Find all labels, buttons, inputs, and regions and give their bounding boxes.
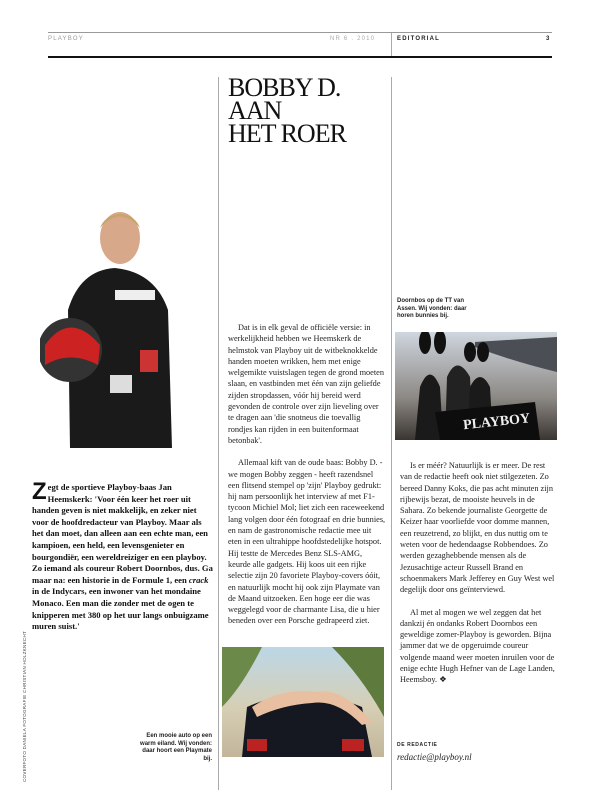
page-number: 3 bbox=[546, 36, 551, 42]
lead-paragraph: Zegt de sportieve Playboy-baas Jan Heemskerk: 'Voor één keer het roer uit handen geven is niet makkelijk, en zeker niet voor de hoofdredacteur van Playboy. Maar als het dan moet, dan alleen aan een echte man, een kampioen, een held, een levensgenieter en bourgondiër, een wereldreiziger en een playboy. Zo iemand als coureur Robert Doornbos, dus. Ga maar na: een historie in de Formule 1, een crack in de Indycars, een inwoner van het mondaine Monaco. Een man die zonder met de ogen te knipperen met 380 op het uur langs onbuigzame muren suist.' bbox=[32, 478, 213, 632]
header-divider bbox=[391, 33, 392, 56]
column-divider-right bbox=[391, 77, 392, 790]
middle-column: Dat is in elk geval de officiële versie: in werkelijkheid hebben we Heemskerk de helmstok van Playboy uit de witbeknokkelde handen moeten wrikken, hem met enige welgemikte vuistslagen tegen de grond moeten slaan, en vastbinden met één van zijn geliefde zijden stropdassen, vóór hij bereid werd gevonden de controle over zijn lieveling over te dragen aan 'die snotneus die toevallig rondjes kan rijden in een buitenformaat betonbak'. Allemaal kift van de oude baas: Bobby D. - we mogen Bobby zeggen - heeft razendsnel een flitsend stempel op 'zijn' Playboy gedrukt: hij nam persoonlijk het interview af met F1-tycoon Michiel Mol; liet zich een raceweekend lang volgen door één fotograaf en drie bunnies, en nam de gastronomische redactie mee uit eten in een ultrahippe hoofdstedelijke hotspot. Hij testte de Mercedes Benz SLS-AMG, keurde alle gadgets. Hij koos uit een rijke selectie zijn 20 favoriete Playboy-covers óóit, en natuurlijk mocht hij ook zijn Playmate van de Maand uitzoeken. Een hoge eer die was weggelegd voor de charmante Lisa, die u hier beneden over een Porsche gedrapeerd ziet. bbox=[228, 323, 386, 626]
magazine-name: PLAYBOY bbox=[48, 36, 84, 42]
signoff-label: DE REDACTIE bbox=[397, 742, 438, 748]
right-column: Is er méér? Natuurlijk is er meer. De rest van de redactie heeft ook niet stilgezeten. Zo bereed Danny Koks, die pas acht minuten zijn rijbewijs bezat, de mooiste heuvels in de Sahara. Zo bekende journaliste Georgette de Keizer haar voorliefde voor domme mannen, een reuzetrend, zo blijkt, en dus nuttig om te weten voor de hedendaagse Robbendoes. Zo werden gezaghebbende mensen als de Jezusachtige acteur Russell Brand en schoenmakers Mark Jefferey en Guy West wel degelijk door ons geïnterviewd. Al met al mogen we wel zeggen dat het dankzij én ondanks Robert Doornbos een geweldige zomer-Playboy is geworden. Bijna jammer dat we de opgeruimde coureur volgende maand weer moeten inruilen voor de enige echte Hugh Hefner van de Lage Landen, Heemsboy. ❖ bbox=[400, 461, 555, 685]
banner-text: PLAYBOY bbox=[462, 411, 531, 434]
drop-cap: Z bbox=[32, 478, 47, 505]
section-label: EDITORIAL bbox=[397, 36, 441, 42]
photo-credit: COVERFOTO DANIELA FOTOGRAFIE CHRISTIAN HOLZKNECHT bbox=[22, 630, 27, 782]
header-rule bbox=[48, 32, 552, 33]
header-thick-rule bbox=[48, 56, 552, 58]
signoff bbox=[397, 742, 472, 762]
page-title: BOBBY D. AAN HET ROER bbox=[228, 73, 346, 148]
issue-number: NR 6 . 2010 bbox=[330, 36, 376, 42]
bunnies-caption: Doornbos op de TT van Assen. Wij vonden: daar horen bunnies bij. bbox=[397, 298, 467, 319]
column-divider-left bbox=[218, 77, 219, 790]
porsche-photo bbox=[222, 647, 384, 757]
porsche-caption: Een mooie auto op een warm eiland. Wij vonden: daar hoort een Playmate bij. bbox=[140, 733, 212, 762]
editorial-email-link[interactable]: redactie@playboy.nl bbox=[397, 751, 472, 762]
bunnies-photo bbox=[395, 332, 557, 440]
driver-photo bbox=[40, 200, 190, 448]
